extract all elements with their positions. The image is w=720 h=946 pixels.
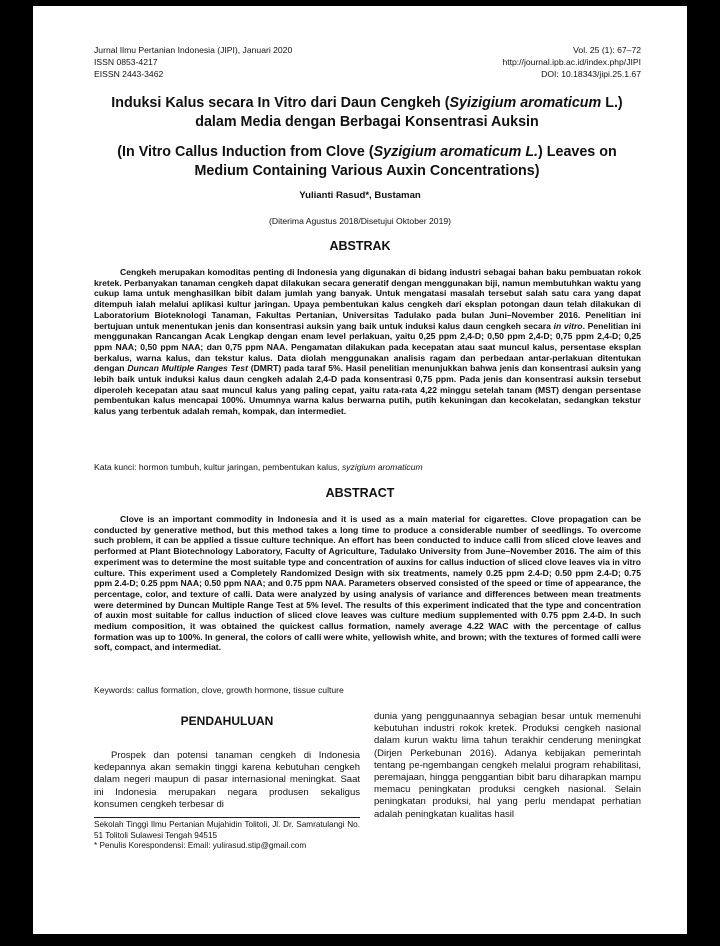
kata-kunci <box>94 462 641 472</box>
journal-header-left <box>94 44 292 80</box>
eissn: EISSN 2443-3462 <box>94 69 164 79</box>
abstrak-text: . Penelitian ini menggunakan Rancangan Acak Lengkap dengan enam level perlakuan, yaitu 0,25 ppm 2,4-D; 0,50 ppm 2,4-D; 0,75 ppm 2,4-D; 0,25 ppm NAA; 0,50 ppm NAA; dan 0,75 ppm NAA. Pengamatan dilakukan pada kecepatan atau saat muncul kalus, persentase eksplan berkalus, warna kalus, dan tekstur kalus. Data diolah menggunakan analisis ragam dan perbedaan antar-perlakuan ditentukan dengan <box>94 320 642 374</box>
journal-page <box>33 6 687 934</box>
title-id-species: Syizigium aromaticum <box>449 95 602 111</box>
title-en-part: ) Leaves on Medium Containing Various Auxin Concentrations) <box>194 144 617 179</box>
abstrak-body <box>94 267 641 417</box>
authors: Yulianti Rasud*, Bustaman <box>299 190 421 201</box>
pendahuluan-right-text: dunia yang penggunaannya sebagian besar untuk memenuhi kebutuhan industri rokok kretek. Produksi cengkeh nasional dalam kurun waktu lima tahun terakhir cenderung meningkat (Dirjen Perkebunan 2016). Adanya kebijakan pemerintah tentang pe-ngembangan cengkeh melalui program rehabilitasi, peremajaan, hingga penggantian bibit baru diharapkan mampu memacu peningkatan produksi cengkeh nasional. Selain peningkatan produksi, hal yang perlu mendapat perhatian adalah peningkatan kualitas hasil <box>374 711 641 820</box>
kata-kunci-italic: syzigium aromaticum <box>341 462 423 472</box>
journal-url[interactable]: http://journal.ipb.ac.id/index.php/JIPI <box>502 57 641 67</box>
keywords: Keywords: callus formation, clove, growth hormone, tissue culture <box>94 685 344 695</box>
abstrak-text: Cengkeh merupakan komoditas penting di Indonesia yang digunakan di bidang industri sebagai bahan baku pembuatan rokok kretek. Perbanyakan tanaman cengkeh dapat dilakukan secara generatif dengan menggunakan biji, namun membutuhkan waktu yang cukup lama untuk menghasilkan bibit dalam jumlah yang banyak. Untuk mengatasi masalah tersebut salah satu cara yang dapat ditempuh ialah melalui aplikasi kultur jaringan. Upaya pembentukan kalus cengkeh dari eksplan potongan daun telah dilakukan di Laboratorium Bioteknologi Tanaman, Fakultas Pertanian, Universitas Tadulako pada bulan Juni–November 2016. Penelitian ini bertujuan untuk menentukan jenis dan konsentrasi auksin yang baik untuk induksi kalus daun cengkeh secara <box>94 267 641 331</box>
kata-kunci-text: Kata kunci: hormon tumbuh, kultur jaringan, pembentukan kalus, <box>94 462 342 472</box>
title-english <box>93 143 641 181</box>
title-en-species: Syzigium aromaticum L. <box>373 144 539 160</box>
corresponding-author-note: * Penulis Korespondensi: Email: yulirasud.stip@gmail.com <box>94 841 307 851</box>
pendahuluan-left-text: Prospek dan potensi tanaman cengkeh di Indonesia kedepannya akan semakin tinggi karena kebutuhan cengkeh dalam negeri maupun di pasar internasional meningkat. Saat ini Indonesia merupakan negara produsen sekaligus konsumen cengkeh terbesar di <box>94 750 360 810</box>
abstrak-italic: in vitro <box>553 320 583 331</box>
affiliation-note: Sekolah Tinggi Ilmu Pertanian Mujahidin Tolitoli, Jl. Dr. Samratulangi No. 51 Tolitoli Sulawesi Tengah 94515 <box>94 820 360 840</box>
title-id-part: Induksi Kalus secara In Vitro dari Daun Cengkeh ( <box>111 95 450 111</box>
title-id-part: L.) dalam Media dengan Berbagai Konsentrasi Auksin <box>195 95 623 130</box>
footnotes <box>94 820 360 852</box>
pendahuluan-heading: PENDAHULUAN <box>180 714 274 728</box>
abstract-heading: ABSTRACT <box>325 486 395 500</box>
abstrak-heading: ABSTRAK <box>329 239 391 253</box>
right-column <box>374 711 641 821</box>
journal-header-right <box>502 44 641 80</box>
title-en-part: (In Vitro Callus Induction from Clove ( <box>117 144 374 160</box>
received-date: (Diterima Agustus 2018/Disetujui Oktober 2019) <box>269 216 451 226</box>
doi[interactable]: DOI: 10.18343/jipi.25.1.67 <box>541 69 641 79</box>
title-indonesian <box>97 94 637 132</box>
journal-name: Jurnal Ilmu Pertanian Indonesia (JIPI), Januari 2020 <box>94 45 293 55</box>
abstract-body: Clove is an important commodity in Indonesia and it is used as a main material for cigarettes. Clove propagation can be conducted by generative method, but this method takes a long time to produce a considerable number of seedlings. To overcome such problem, it can be applied a tissue culture technique. An effort has been conducted to induce calli from sliced clove leaves and performed at Plant Biotechnology Laboratory, Faculty of Agriculture, Tadulako University from June–November 2016. The aim of this experiment was to determine the most suitable type and concentration of auxins for callus induction of sliced clove leaves via in vitro culture. This experiment used a Completely Randomized Design with six treatments, namely 0.25 ppm 2.4-D; 0.50 ppm 2.4-D; 0.75 ppm 2.4-D; 0.25 ppm NAA; 0.50 ppm NAA; and 0.75 ppm NAA. Parameters observed consisted of the speed or time of appearance, the percentage, color, and texture of calli. Data were analyzed by using analysis of variance and differences between mean treatments were determined by Duncan Multiple Range Test at 5% level. The results of this experiment indicated that the type and concentration of auxin most suitable for callus induction of sliced clove leaves was culture medium supplemented with 0.75 ppm 2.4-D. In such medium composition, it was obtained the quickest callus formation, namely average 4.22 WAC with the percentage of callus formation was up to 100%. In general, the colors of calli were white, yellowish white, and brown; with the textures of formed calli were soft, compact, and intermediat. <box>94 514 641 653</box>
abstrak-text: (DMRT) pada taraf 5%. Hasil penelitian menunjukkan bahwa jenis dan konsentrasi auksin yang lebih baik untuk induksi kalus daun cengkeh adalah 2,4-D pada konsentrasi 0,75 ppm. Pada jenis dan konsentrasi auksin tersebut diperoleh kecepatan atau saat muncul kalus yang paling cepat, yaitu rata-rata 4,22 minggu setelah tanam (MST) dengan persentase pembentukan kalus mencapai 100%. Umumnya warna kalus berwarna putih, putih kekuningan dan kecokelatan, sedangkan tekstur kalus yang terbentuk adalah remah, kompak, dan intermediet. <box>94 363 641 417</box>
left-column <box>94 712 360 852</box>
abstrak-italic: Duncan Multiple Ranges Test <box>127 363 248 374</box>
issn: ISSN 0853-4217 <box>94 57 158 67</box>
volume-info: Vol. 25 (1): 67–72 <box>573 45 641 55</box>
footnote-divider <box>94 817 360 818</box>
